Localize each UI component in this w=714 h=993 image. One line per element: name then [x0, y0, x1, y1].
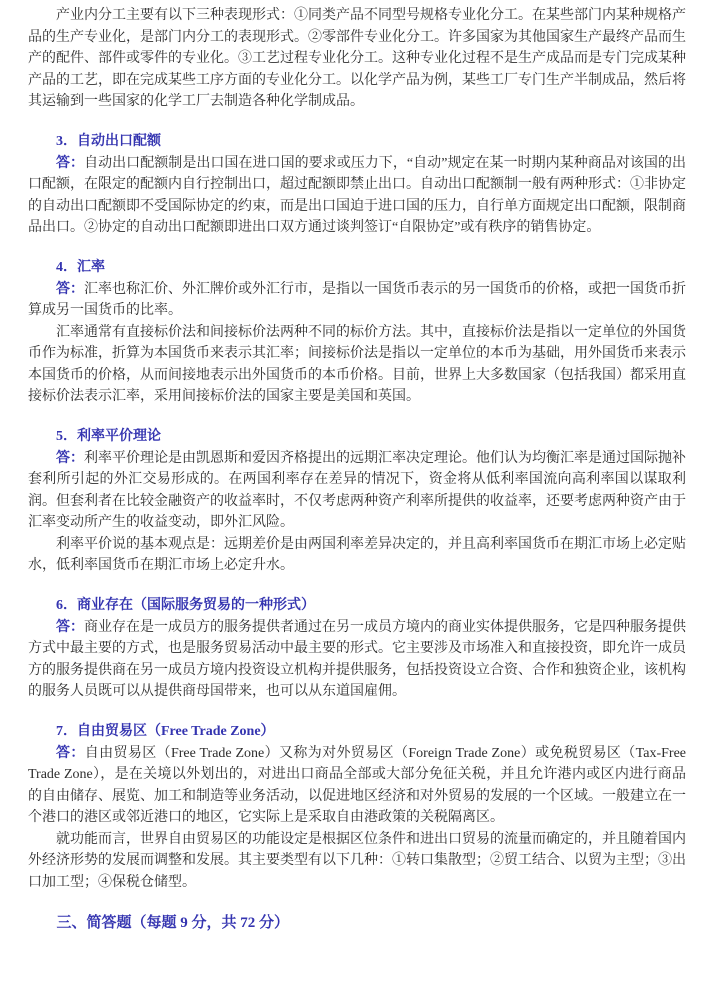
item-heading: 7．自由贸易区（Free Trade Zone）	[56, 724, 275, 739]
answer-text: 自由贸易区（Free Trade Zone）又称为对外贸易区（Foreign Trade Zone）或免税贸易区（Tax-Free Trade Zone），是在关境以外划出的，对进出口商品全部或大部分免征关税，并且允许港内或区内进行商品的自由储存、展览、加工和制造等业务活动，以促进地区经济和对外贸易的发展的一个区域。一般建立在一个港口的港区或邻近港口的地区，它实际上是采取自由港政策的关税隔离区。	[28, 745, 687, 825]
body-paragraph: 利率平价说的基本观点是：远期差价是由两国利率差异决定的，并且高利率国货币在期汇市场上必定贴水，低利率国货币在期汇市场上必定升水。	[28, 536, 686, 573]
answer-text: 商业存在是一成员方的服务提供者通过在另一成员方境内的商业实体提供服务，它是四种服务提供方式中最主要的方式，也是服务贸易活动中最主要的形式。它主要涉及市场准入和直接投资，即允许一成员方的服务提供商在另一成员方境内投资设立机构并提供服务，包括投资设立合资、合作和独资企业，该机构的服务人员既可以从提供商母国带来，也可以从东道国雇佣。	[28, 619, 686, 699]
item-heading: 6．商业存在（国际服务贸易的一种形式）	[56, 598, 315, 613]
item-heading: 5．利率平价理论	[56, 429, 161, 444]
answer-text: 利率平价理论是由凯恩斯和爱因齐格提出的远期汇率决定理论。他们认为均衡汇率是通过国际抛补套利所引起的外汇交易形成的。在两国利率存在差异的情况下，资金将从低利率国流向高利率国以谋取利润。但套利者在比较金融资产的收益率时，不仅考虑两种资产利率所提供的收益率，还要考虑两种资产由于汇率变动所产生的收益变动，即外汇风险。	[28, 450, 686, 530]
answer-label: 答：	[56, 281, 84, 297]
answer-label: 答：	[56, 619, 84, 635]
item-heading: 3．自动出口配额	[56, 134, 161, 149]
answer-paragraph	[28, 617, 686, 703]
answer-label: 答：	[56, 155, 85, 171]
document-body	[28, 5, 686, 934]
answer-paragraph	[28, 448, 686, 534]
answer-text: 汇率也称汇价、外汇牌价或外汇行市，是指以一国货币表示的另一国货币的价格，或把一国货币折算成另一国货币的比率。	[28, 281, 686, 318]
body-paragraph: 产业内分工主要有以下三种表现形式：①同类产品不同型号规格专业化分工。在某些部门内某种规格产品的生产专业化，是部门内分工的表现形式。②零部件专业化分工。许多国家为其他国家生产最终产品而生产的配件、部件或零件的专业化。③工艺过程专业化分工。这种专业化过程不是生产成品而是专门完成某种产品的工艺，即在完成某些工序方面的专业化分工。以化学产品为例，某些工厂专门生产半制成品，然后将其运输到一些国家的化学工厂去制造各种化学制成品。	[28, 8, 686, 109]
answer-label: 答：	[56, 745, 85, 761]
body-paragraph: 就功能而言，世界自由贸易区的功能设定是根据区位条件和进出口贸易的流量而确定的，并且随着国内外经济形势的发展而调整和发展。其主要类型有以下几种：①转口集散型；②贸工结合、以贸为主型；③出口加工型；④保税仓储型。	[28, 831, 686, 890]
answer-text: 自动出口配额制是出口国在进口国的要求或压力下，“自动”规定在某一时期内某种商品对该国的出口配额，在限定的配额内自行控制出口，超过配额即禁止出口。自动出口配额制一般有两种形式：①非协定的自动出口配额即不受国际协定的约束，而是出口国迫于进口国的压力，自行单方面规定出口配额，限制商品出口。②协定的自动出口配额即进出口双方通过谈判签订“自限协定”或有秩序的销售协定。	[28, 155, 686, 235]
answer-paragraph	[28, 279, 686, 322]
item-heading: 4．汇率	[56, 260, 105, 275]
answer-paragraph	[28, 153, 686, 239]
answer-label: 答：	[56, 450, 84, 466]
body-paragraph: 汇率通常有直接标价法和间接标价法两种不同的标价方法。其中，直接标价法是指以一定单位的外国货币作为标准，折算为本国货币来表示其汇率；间接标价法是指以一定单位的本币为基础，用外国货币来表示本国货币的价格，从而间接地表示出外国货币的本币价格。目前，世界上大多数国家（包括我国）都采用直接标价法表示汇率，采用间接标价法的国家主要是美国和英国。	[28, 324, 686, 404]
answer-paragraph	[28, 743, 686, 829]
section-heading: 三、简答题（每题 9 分，共 72 分）	[56, 914, 290, 931]
